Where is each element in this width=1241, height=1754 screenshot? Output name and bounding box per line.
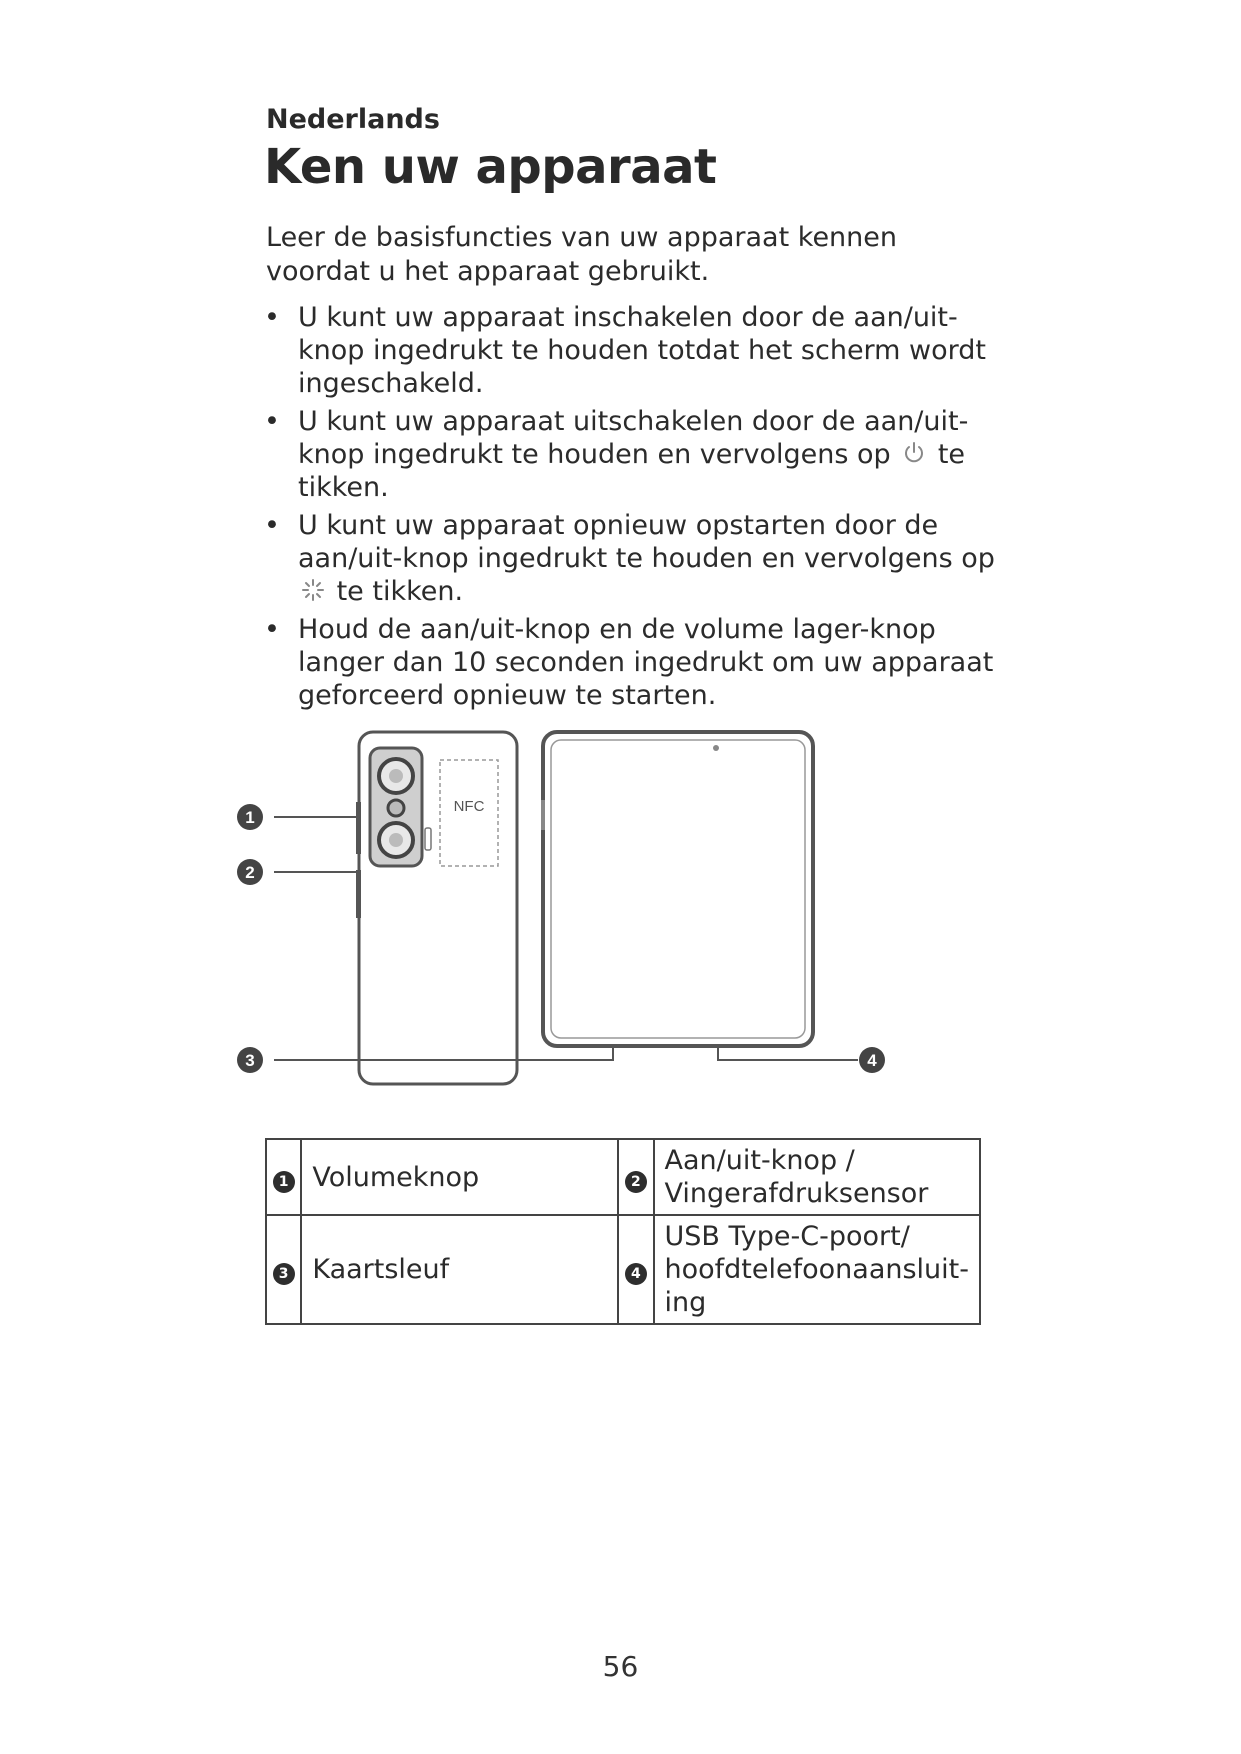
bullet-text: U kunt uw apparaat opnieuw opstarten door de aan/uit-knop ingedrukt te houden en vervolgens op — [298, 510, 995, 574]
part-number-badge: 2 — [625, 1171, 647, 1193]
part-number-badge: 1 — [273, 1171, 295, 1193]
power-icon — [901, 440, 927, 466]
part-label: Kaartsleuf — [301, 1215, 618, 1324]
intro-paragraph: Leer de basisfuncties van uw apparaat kennen voordat u het apparaat gebruikt. — [266, 222, 898, 287]
phone-back — [356, 732, 517, 1084]
bullet-text: te tikken. — [336, 576, 464, 607]
page-number: 56 — [602, 1650, 639, 1683]
svg-text:2: 2 — [245, 863, 255, 882]
list-item: • U kunt uw apparaat opnieuw opstarten door de aan/uit-knop ingedrukt te houden en vervolgens op te tikken. — [264, 510, 995, 607]
part-label: Volumeknop — [301, 1139, 618, 1215]
part-number-badge: 3 — [273, 1263, 295, 1285]
bullet-text: te tikken. — [298, 439, 966, 503]
instruction-list — [264, 301, 1024, 717]
part-label: Aan/uit-knop / Vingerafdruksensor — [654, 1139, 980, 1215]
bullet-text: U kunt uw apparaat inschakelen door de aan/uit-knop ingedrukt te houden totdat het scherm wordt ingeschakeld. — [298, 302, 987, 399]
callout-4 — [859, 1047, 885, 1073]
table-row — [266, 1215, 980, 1324]
device-diagram — [245, 730, 998, 1130]
phone-front — [541, 732, 815, 1048]
nfc-label: NFC — [453, 798, 485, 815]
bullet-text: Houd de aan/uit-knop en de volume lager-knop langer dan 10 seconden ingedrukt om uw apparaat geforceerd opnieuw te starten. — [298, 614, 994, 711]
callout-1 — [237, 804, 263, 830]
bullet-text: U kunt uw apparaat uitschakelen door de aan/uit-knop ingedrukt te houden en vervolgens op — [298, 406, 969, 470]
language-label: Nederlands — [266, 104, 440, 135]
list-item: • U kunt uw apparaat uitschakelen door de aan/uit-knop ingedrukt te houden en vervolgens op te tikken. — [264, 406, 969, 503]
callout-3 — [237, 1047, 263, 1073]
svg-text:4: 4 — [867, 1051, 877, 1070]
svg-text:3: 3 — [245, 1051, 255, 1070]
svg-text:1: 1 — [245, 808, 255, 827]
page-title: Ken uw apparaat — [264, 139, 717, 195]
restart-icon — [300, 577, 326, 603]
part-label: USB Type-C-poort/ hoofdtelefoonaansluit-ing — [654, 1215, 980, 1324]
callout-2 — [237, 859, 263, 885]
table-row — [266, 1139, 980, 1215]
part-number-badge: 4 — [625, 1263, 647, 1285]
list-item: • Houd de aan/uit-knop en de volume lager-knop langer dan 10 seconden ingedrukt om uw apparaat geforceerd opnieuw te starten. — [264, 614, 994, 711]
list-item: • U kunt uw apparaat inschakelen door de aan/uit-knop ingedrukt te houden totdat het scherm wordt ingeschakeld. — [264, 302, 987, 399]
parts-table — [265, 1138, 981, 1325]
